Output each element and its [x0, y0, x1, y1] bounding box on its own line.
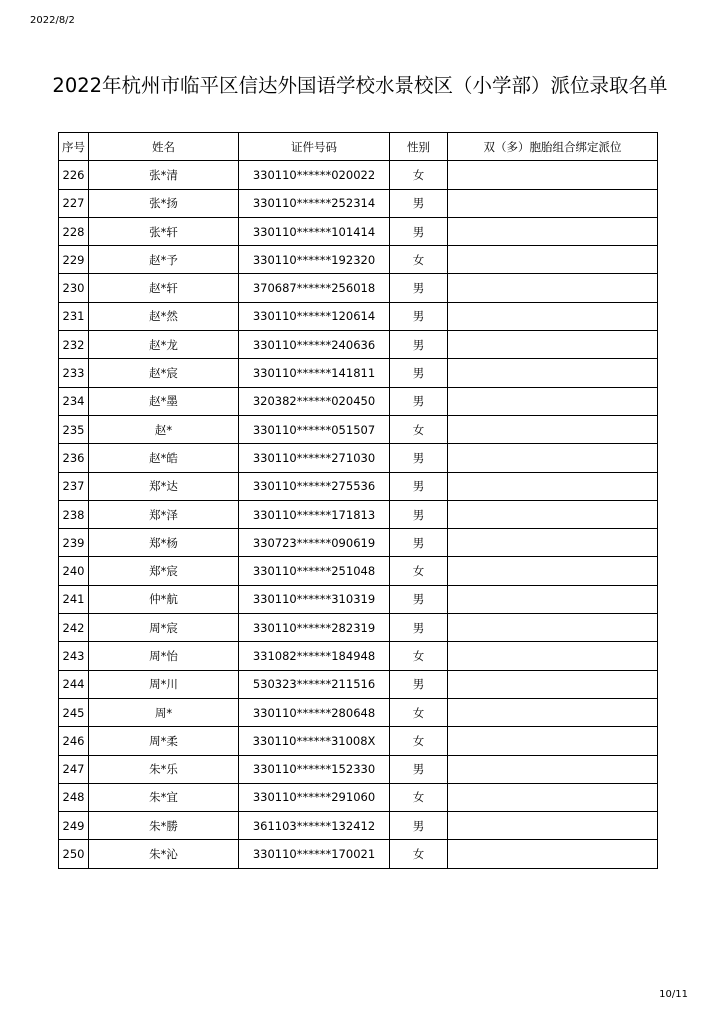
cell-twin-binding: [448, 529, 658, 557]
table-row: [59, 783, 658, 811]
cell-gender: 男: [390, 585, 448, 613]
column-header-gender: 性别: [390, 133, 448, 161]
cell-index: 226: [59, 161, 89, 189]
cell-name: 郑*泽: [89, 500, 239, 528]
cell-id-number: 330723******090619: [239, 529, 390, 557]
cell-index: 237: [59, 472, 89, 500]
cell-twin-binding: [448, 387, 658, 415]
cell-gender: 女: [390, 642, 448, 670]
table-header-row: [59, 133, 658, 161]
cell-twin-binding: [448, 246, 658, 274]
column-header-twin-binding: 双（多）胞胎组合绑定派位: [448, 133, 658, 161]
table-row: [59, 840, 658, 868]
cell-name: 朱*乐: [89, 755, 239, 783]
cell-index: 232: [59, 331, 89, 359]
cell-name: 仲*航: [89, 585, 239, 613]
cell-gender: 男: [390, 755, 448, 783]
cell-twin-binding: [448, 472, 658, 500]
column-header-index: 序号: [59, 133, 89, 161]
cell-index: 230: [59, 274, 89, 302]
cell-gender: 男: [390, 472, 448, 500]
table-row: [59, 161, 658, 189]
cell-name: 郑*宸: [89, 557, 239, 585]
cell-gender: 女: [390, 840, 448, 868]
page-number: 10/11: [659, 989, 688, 1000]
cell-index: 250: [59, 840, 89, 868]
cell-name: 周*柔: [89, 727, 239, 755]
cell-name: 赵*宸: [89, 359, 239, 387]
cell-id-number: 320382******020450: [239, 387, 390, 415]
table-row: [59, 274, 658, 302]
cell-gender: 女: [390, 698, 448, 726]
column-header-id-number: 证件号码: [239, 133, 390, 161]
cell-id-number: 330110******251048: [239, 557, 390, 585]
cell-twin-binding: [448, 415, 658, 443]
cell-index: 240: [59, 557, 89, 585]
cell-name: 张*轩: [89, 217, 239, 245]
cell-id-number: 330110******120614: [239, 302, 390, 330]
cell-index: 238: [59, 500, 89, 528]
cell-twin-binding: [448, 331, 658, 359]
cell-twin-binding: [448, 557, 658, 585]
cell-name: 赵*予: [89, 246, 239, 274]
cell-twin-binding: [448, 698, 658, 726]
cell-name: 周*宸: [89, 614, 239, 642]
table-row: [59, 415, 658, 443]
table-row: [59, 614, 658, 642]
cell-name: 周*川: [89, 670, 239, 698]
cell-name: 周*怡: [89, 642, 239, 670]
cell-index: 248: [59, 783, 89, 811]
cell-id-number: 330110******240636: [239, 331, 390, 359]
cell-twin-binding: [448, 783, 658, 811]
cell-gender: 女: [390, 415, 448, 443]
cell-id-number: 330110******271030: [239, 444, 390, 472]
table-row: [59, 189, 658, 217]
cell-id-number: 330110******275536: [239, 472, 390, 500]
cell-gender: 男: [390, 500, 448, 528]
cell-gender: 女: [390, 783, 448, 811]
table-row: [59, 755, 658, 783]
cell-index: 233: [59, 359, 89, 387]
cell-name: 赵*龙: [89, 331, 239, 359]
cell-gender: 男: [390, 670, 448, 698]
cell-index: 243: [59, 642, 89, 670]
cell-name: 朱*沁: [89, 840, 239, 868]
cell-id-number: 330110******020022: [239, 161, 390, 189]
cell-id-number: 330110******051507: [239, 415, 390, 443]
cell-gender: 男: [390, 217, 448, 245]
table-row: [59, 500, 658, 528]
table-row: [59, 670, 658, 698]
table-row: [59, 698, 658, 726]
cell-name: 朱*宜: [89, 783, 239, 811]
cell-twin-binding: [448, 727, 658, 755]
cell-index: 242: [59, 614, 89, 642]
cell-id-number: 330110******192320: [239, 246, 390, 274]
cell-gender: 男: [390, 812, 448, 840]
cell-twin-binding: [448, 840, 658, 868]
cell-twin-binding: [448, 755, 658, 783]
cell-twin-binding: [448, 189, 658, 217]
cell-id-number: 330110******282319: [239, 614, 390, 642]
cell-id-number: 330110******291060: [239, 783, 390, 811]
cell-gender: 女: [390, 727, 448, 755]
cell-index: 227: [59, 189, 89, 217]
cell-id-number: 330110******310319: [239, 585, 390, 613]
cell-gender: 男: [390, 331, 448, 359]
cell-name: 郑*达: [89, 472, 239, 500]
table-row: [59, 246, 658, 274]
cell-twin-binding: [448, 302, 658, 330]
cell-index: 244: [59, 670, 89, 698]
cell-name: 赵*皓: [89, 444, 239, 472]
cell-name: 郑*杨: [89, 529, 239, 557]
cell-gender: 男: [390, 302, 448, 330]
cell-id-number: 330110******152330: [239, 755, 390, 783]
cell-twin-binding: [448, 812, 658, 840]
cell-index: 236: [59, 444, 89, 472]
cell-twin-binding: [448, 359, 658, 387]
table-row: [59, 642, 658, 670]
table-row: [59, 585, 658, 613]
cell-index: 234: [59, 387, 89, 415]
cell-name: 周*: [89, 698, 239, 726]
table-row: [59, 302, 658, 330]
cell-twin-binding: [448, 500, 658, 528]
cell-name: 赵*然: [89, 302, 239, 330]
table-row: [59, 387, 658, 415]
table-row: [59, 331, 658, 359]
cell-id-number: 330110******280648: [239, 698, 390, 726]
cell-id-number: 331082******184948: [239, 642, 390, 670]
cell-index: 245: [59, 698, 89, 726]
cell-twin-binding: [448, 274, 658, 302]
cell-twin-binding: [448, 670, 658, 698]
cell-gender: 男: [390, 444, 448, 472]
cell-id-number: 330110******101414: [239, 217, 390, 245]
cell-name: 张*扬: [89, 189, 239, 217]
cell-index: 235: [59, 415, 89, 443]
table-row: [59, 529, 658, 557]
print-date: 2022/8/2: [30, 15, 75, 26]
cell-index: 241: [59, 585, 89, 613]
cell-gender: 女: [390, 557, 448, 585]
cell-id-number: 330110******31008X: [239, 727, 390, 755]
column-header-name: 姓名: [89, 133, 239, 161]
cell-gender: 男: [390, 614, 448, 642]
table-row: [59, 812, 658, 840]
cell-index: 228: [59, 217, 89, 245]
cell-gender: 男: [390, 359, 448, 387]
cell-gender: 女: [390, 161, 448, 189]
cell-id-number: 330110******252314: [239, 189, 390, 217]
cell-index: 229: [59, 246, 89, 274]
admission-table: [58, 132, 658, 869]
table-row: [59, 557, 658, 585]
cell-id-number: 370687******256018: [239, 274, 390, 302]
cell-id-number: 530323******211516: [239, 670, 390, 698]
table-row: [59, 359, 658, 387]
cell-index: 239: [59, 529, 89, 557]
cell-id-number: 330110******171813: [239, 500, 390, 528]
cell-twin-binding: [448, 161, 658, 189]
cell-index: 246: [59, 727, 89, 755]
cell-index: 231: [59, 302, 89, 330]
page-title: 2022年杭州市临平区信达外国语学校水景校区（小学部）派位录取名单: [52, 74, 668, 97]
cell-gender: 男: [390, 274, 448, 302]
cell-name: 张*清: [89, 161, 239, 189]
table-row: [59, 727, 658, 755]
cell-name: 赵*轩: [89, 274, 239, 302]
cell-twin-binding: [448, 444, 658, 472]
cell-name: 赵*墨: [89, 387, 239, 415]
cell-name: 赵*: [89, 415, 239, 443]
cell-id-number: 330110******141811: [239, 359, 390, 387]
table-row: [59, 444, 658, 472]
cell-gender: 男: [390, 387, 448, 415]
cell-name: 朱*勝: [89, 812, 239, 840]
cell-id-number: 330110******170021: [239, 840, 390, 868]
cell-twin-binding: [448, 585, 658, 613]
table-row: [59, 217, 658, 245]
cell-index: 249: [59, 812, 89, 840]
cell-gender: 女: [390, 246, 448, 274]
cell-gender: 男: [390, 529, 448, 557]
table-row: [59, 472, 658, 500]
cell-twin-binding: [448, 642, 658, 670]
cell-twin-binding: [448, 217, 658, 245]
cell-index: 247: [59, 755, 89, 783]
cell-gender: 男: [390, 189, 448, 217]
cell-id-number: 361103******132412: [239, 812, 390, 840]
cell-twin-binding: [448, 614, 658, 642]
